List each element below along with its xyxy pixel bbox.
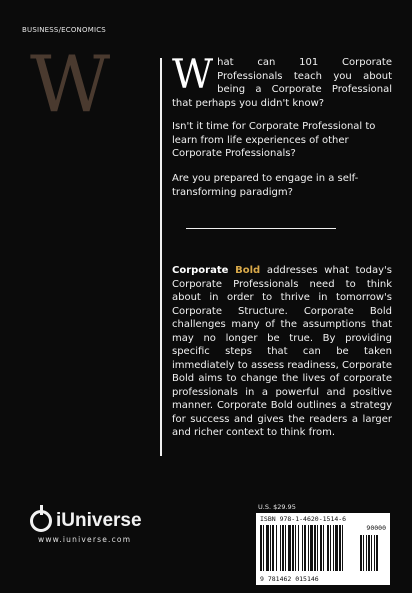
barcode-bars: [260, 525, 386, 573]
isbn-barcode: [256, 513, 390, 585]
drop-cap: W: [172, 52, 214, 98]
isbn-text: ISBN 978-1-4620-1514-6: [260, 515, 347, 523]
book-description: [172, 264, 392, 440]
publisher-name: iUniverse: [56, 510, 142, 531]
intro-question-2-text: Isn't it time for Corporate Professional to learn from life experiences of other Corporate Professionals?: [172, 121, 376, 159]
brand-corporate: Corporate: [172, 265, 229, 276]
barcode-digits: 9 781462 015146: [260, 575, 319, 583]
price-label: U.S. $29.95: [258, 503, 296, 511]
decorative-letter: W: [30, 40, 111, 130]
horizontal-divider: [186, 228, 336, 229]
vertical-divider: [160, 58, 162, 456]
barcode-addon: 90000: [366, 524, 386, 532]
publisher-url: www.iuniverse.com: [38, 535, 132, 544]
category-label: BUSINESS/ECONOMICS: [22, 26, 106, 34]
intro-question-1-text: hat can 101 Corporate Professionals teach you about being a Corporate Professional that perhaps you didn't know?: [172, 57, 392, 109]
intro-question-3: [172, 172, 392, 199]
brand-bold: Bold: [235, 265, 261, 276]
intro-question-2: [172, 120, 392, 161]
intro-question-3-text: Are you prepared to engage in a self-transforming paradigm?: [172, 173, 359, 198]
intro-question-1: [172, 52, 392, 110]
description-body: addresses what today's Corporate Professionals need to think about in order to thrive in tomorrow's Corporate Structure. Corporate Bold challenges many of the assumptions that may no longer be true. By providing specific steps that can be taken immediately to assess readiness, Corporate Bold aims to change the lives of corporate professionals in a powerful and positive manner. Corporate Bold outlines a strategy for success and gives the readers a larger and richer context to think from.: [172, 265, 392, 438]
iuniverse-logo-icon: [30, 510, 52, 532]
publisher-logo: [30, 510, 142, 544]
